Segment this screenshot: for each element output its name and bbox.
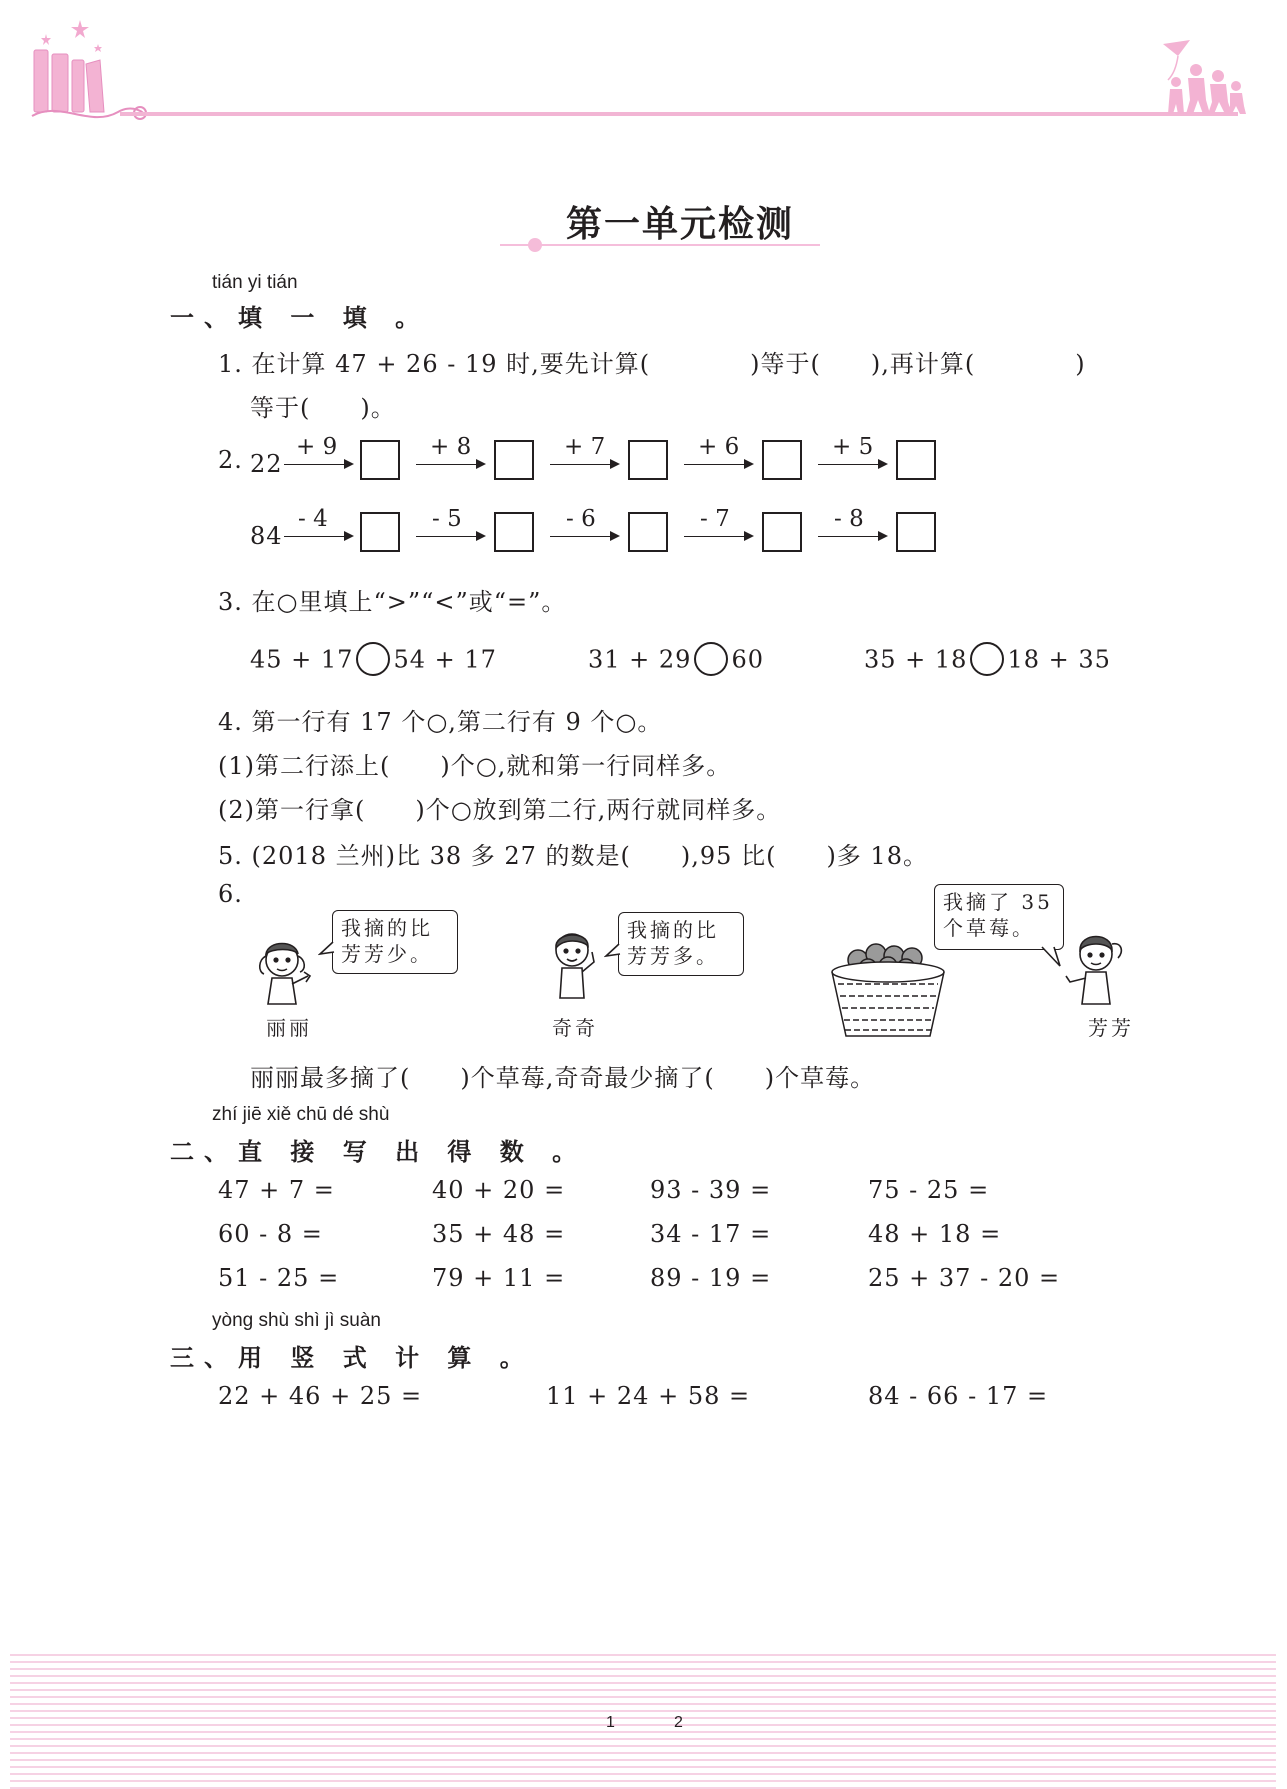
- calc-item: 93 - 39 =: [650, 1176, 772, 1204]
- q2-row1-start: 22: [250, 450, 283, 478]
- calc-item: 51 - 25 =: [218, 1264, 340, 1292]
- q2-row2-op: - 6: [566, 506, 596, 532]
- calc-item: 48 + 18 =: [868, 1220, 1002, 1248]
- calc-item: 75 - 25 =: [868, 1176, 990, 1204]
- q4-part2: (2)第一行拿( )个○放到第二行,两行就同样多。: [218, 796, 782, 824]
- star-icon: [41, 20, 102, 52]
- vertical-calc-item: 84 - 66 - 17 =: [868, 1382, 1049, 1410]
- arrow-icon: [416, 536, 484, 537]
- q4-part1: (1)第二行添上( )个○,就和第一行同样多。: [218, 752, 732, 780]
- qiqi-name: 奇奇: [552, 1016, 598, 1040]
- answer-box[interactable]: [628, 512, 668, 552]
- arrow-icon: [818, 464, 886, 465]
- q3-right: 54 + 17: [393, 645, 497, 674]
- page-number-right: 2: [674, 1714, 683, 1731]
- arrow-icon: [818, 536, 886, 537]
- section1-pinyin: tián yi tián: [212, 272, 298, 293]
- q3-right: 18 + 35: [1007, 645, 1111, 674]
- section2-pinyin: zhí jiē xiě chū dé shù: [212, 1104, 390, 1125]
- q2-row2-op: - 4: [298, 506, 328, 532]
- q3-item: [250, 644, 497, 678]
- q3-item: [588, 644, 764, 678]
- arrow-icon: [550, 536, 618, 537]
- q2-row1-op: + 5: [832, 434, 874, 460]
- q3-right: 60: [731, 645, 764, 674]
- speech-line: 我摘了 35: [943, 890, 1053, 914]
- q3-prompt: 3. 在○里填上“>”“<”或“=”。: [218, 588, 567, 616]
- page-number-left: 1: [606, 1714, 615, 1731]
- compare-circle[interactable]: [694, 642, 728, 676]
- q4-stem: 4. 第一行有 17 个○,第二行有 9 个○。: [218, 708, 663, 736]
- section3-pinyin: yòng shù shì jì suàn: [212, 1310, 381, 1331]
- q3-left: 45 + 17: [250, 645, 354, 674]
- bubble-tail: [604, 942, 624, 962]
- q1-line2: 等于( )。: [250, 394, 396, 422]
- bubble-tail: [318, 940, 338, 960]
- q2-row2-op: - 5: [432, 506, 462, 532]
- answer-box[interactable]: [360, 512, 400, 552]
- calc-item: 25 + 37 - 20 =: [868, 1264, 1061, 1292]
- answer-box[interactable]: [762, 512, 802, 552]
- q2-row1-op: + 6: [698, 434, 740, 460]
- calc-item: 34 - 17 =: [650, 1220, 772, 1248]
- q6-question: 丽丽最多摘了( )个草莓,奇奇最少摘了( )个草莓。: [250, 1064, 876, 1092]
- answer-box[interactable]: [628, 440, 668, 480]
- footer-wave-band: [10, 1652, 1276, 1789]
- q2-row1-op: + 7: [564, 434, 606, 460]
- q2-row1-op: + 8: [430, 434, 472, 460]
- compare-circle[interactable]: [356, 642, 390, 676]
- header-decoration: [0, 0, 1287, 140]
- books-icon: [34, 50, 104, 112]
- q5-text: 5. (2018 兰州)比 38 多 27 的数是( ),95 比( )多 18。: [218, 842, 928, 870]
- q6-number: 6.: [218, 880, 243, 908]
- arrow-icon: [684, 536, 752, 537]
- q1-line1: 1. 在计算 47 + 26 - 19 时,要先计算( )等于( ),再计算( ): [218, 350, 1086, 378]
- qiqi-speech-bubble: [618, 912, 744, 976]
- arrow-icon: [550, 464, 618, 465]
- q2-row2-op: - 7: [700, 506, 730, 532]
- answer-box[interactable]: [762, 440, 802, 480]
- arrow-icon: [416, 464, 484, 465]
- vertical-calc-item: 22 + 46 + 25 =: [218, 1382, 423, 1410]
- title-underline: [490, 236, 830, 256]
- answer-box[interactable]: [360, 440, 400, 480]
- lili-speech-bubble: [332, 910, 458, 974]
- answer-box[interactable]: [494, 440, 534, 480]
- vertical-calc-item: 11 + 24 + 58 =: [546, 1382, 751, 1410]
- answer-box[interactable]: [896, 440, 936, 480]
- compare-circle[interactable]: [970, 642, 1004, 676]
- lili-name: 丽丽: [266, 1016, 312, 1040]
- fangfang-speech-bubble: [934, 884, 1064, 950]
- girl-fangfang-illustration: [1058, 922, 1138, 1022]
- q2-row2-op: - 8: [834, 506, 864, 532]
- page-title: 第一单元检测: [566, 204, 795, 245]
- calc-item: 47 + 7 =: [218, 1176, 335, 1204]
- speech-line: 我摘的比: [341, 916, 433, 940]
- speech-line: 芳芳多。: [627, 944, 719, 968]
- section1-heading: 一、填 一 填 。: [170, 304, 430, 332]
- children-kite-icon: [1163, 40, 1246, 114]
- boy-qiqi-illustration: [540, 922, 620, 1012]
- strawberry-basket-illustration: [828, 938, 948, 1044]
- answer-box[interactable]: [896, 512, 936, 552]
- speech-line: 个草莓。: [943, 916, 1035, 940]
- calc-item: 35 + 48 =: [432, 1220, 566, 1248]
- arrow-icon: [284, 464, 352, 465]
- arrow-icon: [684, 464, 752, 465]
- q2-row1-op: + 9: [296, 434, 338, 460]
- calc-item: 60 - 8 =: [218, 1220, 323, 1248]
- section2-heading: 二、直 接 写 出 得 数 。: [170, 1138, 587, 1166]
- answer-box[interactable]: [494, 512, 534, 552]
- calc-item: 89 - 19 =: [650, 1264, 772, 1292]
- speech-line: 芳芳少。: [341, 942, 433, 966]
- section3-heading: 三、用 竖 式 计 算 。: [170, 1344, 534, 1372]
- calc-item: 79 + 11 =: [432, 1264, 566, 1292]
- q3-item: [864, 644, 1111, 678]
- q3-left: 35 + 18: [864, 645, 968, 674]
- arrow-icon: [284, 536, 352, 537]
- calc-item: 40 + 20 =: [432, 1176, 566, 1204]
- fangfang-name: 芳芳: [1088, 1016, 1134, 1040]
- q2-number: 2.: [218, 446, 243, 474]
- q2-row2-start: 84: [250, 522, 283, 550]
- speech-line: 我摘的比: [627, 918, 719, 942]
- q3-left: 31 + 29: [588, 645, 692, 674]
